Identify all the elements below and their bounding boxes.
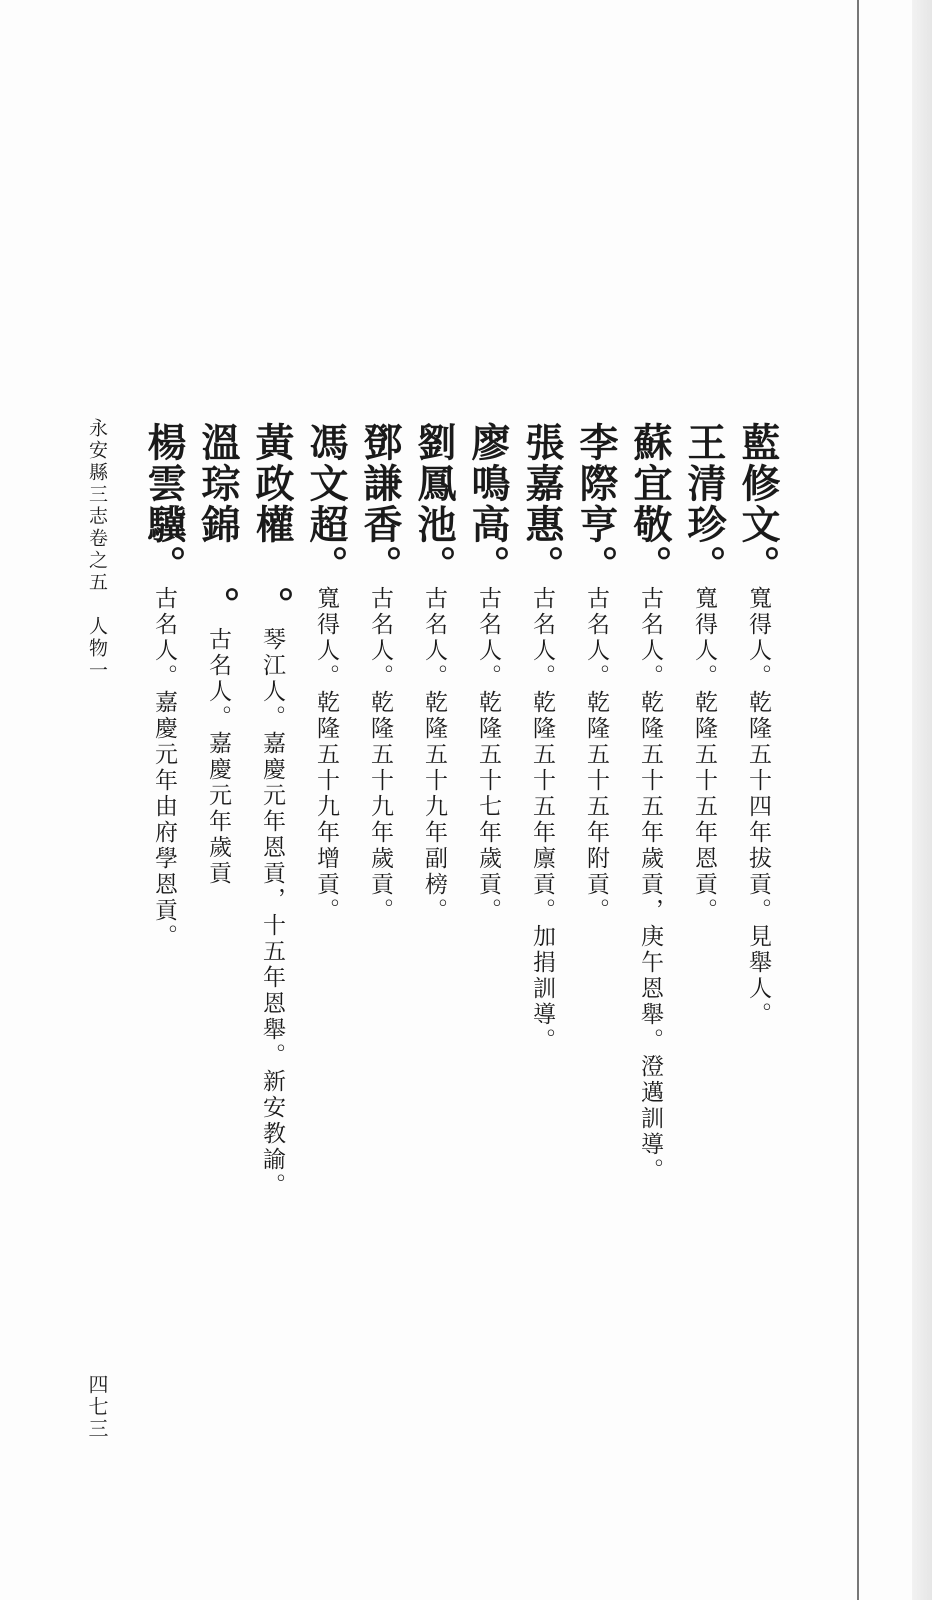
entry-zhang-jiahui bbox=[514, 422, 570, 1054]
binding-line bbox=[857, 0, 859, 1600]
entry-name: 王清珍。 bbox=[681, 422, 727, 586]
entry-name: 李際亨。 bbox=[573, 422, 619, 586]
entry-name: 劉鳳池。 bbox=[411, 422, 457, 586]
running-head: 永安縣三志卷之五 人物一 bbox=[86, 418, 108, 682]
entry-description: 古名人。乾隆五十九年歲貢。 bbox=[367, 586, 393, 924]
entry-wang-qingzhen bbox=[676, 422, 732, 924]
entry-name: 鄧謙香。 bbox=[357, 422, 403, 586]
entry-name: 黃政權 。 bbox=[249, 422, 295, 627]
entry-name: 溫琮錦 。 bbox=[195, 422, 241, 627]
entry-li-jiheng bbox=[568, 422, 624, 924]
entry-liu-fengchi bbox=[406, 422, 462, 924]
entry-lan-xiuwen bbox=[730, 422, 786, 1028]
entry-description: 寬得人。乾隆五十四年拔貢。見舉人。 bbox=[745, 586, 771, 1028]
entry-deng-qianxiang bbox=[352, 422, 408, 924]
entry-description: 古名人。乾隆五十七年歲貢。 bbox=[475, 586, 501, 924]
entry-liao-minggao bbox=[460, 422, 516, 924]
page-number: 四七三 bbox=[85, 1374, 109, 1440]
entry-name: 張嘉惠。 bbox=[519, 422, 565, 586]
entry-description: 寬得人。乾隆五十五年恩貢。 bbox=[691, 586, 717, 924]
entry-huang-zhengquan bbox=[244, 422, 300, 1199]
entry-description: 古名人。嘉慶元年由府學恩貢。 bbox=[151, 586, 177, 950]
entry-description: 古名人。嘉慶元年歲貢 bbox=[205, 627, 231, 887]
entry-name: 藍修文。 bbox=[735, 422, 781, 586]
entry-description: 古名人。乾隆五十九年副榜。 bbox=[421, 586, 447, 924]
entry-description: 琴江人。嘉慶元年恩貢，十五年恩舉。新安教諭。 bbox=[259, 627, 285, 1199]
entry-name: 楊雲驥。 bbox=[141, 422, 187, 586]
entry-feng-wenchao bbox=[298, 422, 354, 924]
entry-name: 馮文超。 bbox=[303, 422, 349, 586]
entry-description: 古名人。乾隆五十五年歲貢，庚午恩舉。澄邁訓導。 bbox=[637, 586, 663, 1184]
entry-wen-congjin bbox=[190, 422, 246, 887]
entry-name: 廖鳴高。 bbox=[465, 422, 511, 586]
entry-description: 古名人。乾隆五十五年廪貢。加捐訓導。 bbox=[529, 586, 555, 1054]
entry-name: 蘇宜敬。 bbox=[627, 422, 673, 586]
entry-su-yijing bbox=[622, 422, 678, 1184]
entry-yang-yunji bbox=[136, 422, 192, 950]
entry-description: 古名人。乾隆五十五年附貢。 bbox=[583, 586, 609, 924]
page-edge-shade bbox=[912, 0, 932, 1600]
entry-description: 寬得人。乾隆五十九年增貢。 bbox=[313, 586, 339, 924]
